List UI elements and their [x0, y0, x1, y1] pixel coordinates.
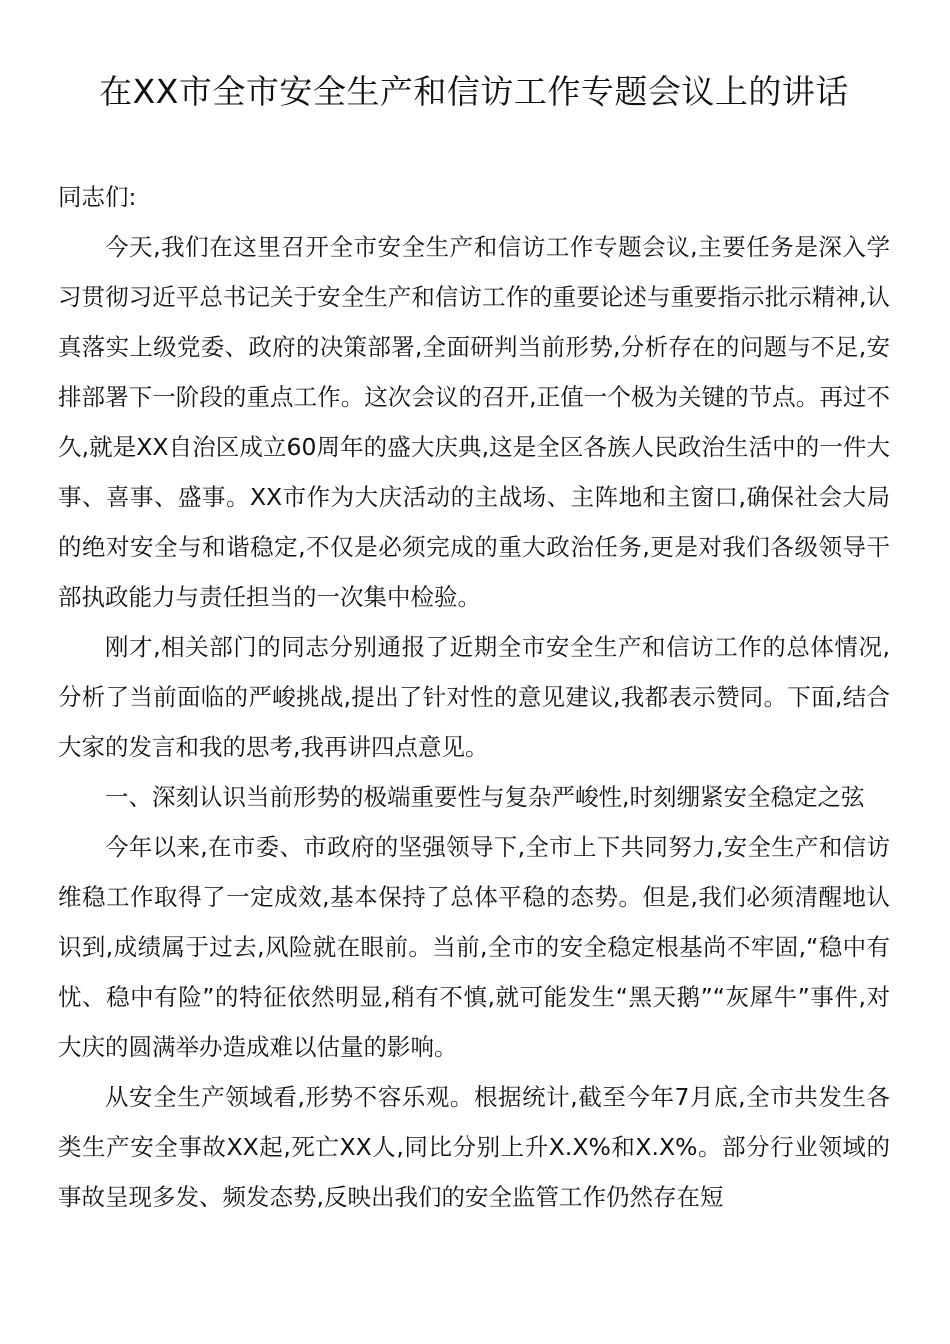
paragraph-summary: 刚才,相关部门的同志分别通报了近期全市安全生产和信访工作的总体情况,分析了当前面临的严峻挑战,提出了针对性的意见建议,我都表示赞同。下面,结合大家的发言和我的思考,我再讲四点意见。 — [58, 633, 890, 761]
paragraph-opening: 今天,我们在这里召开全市安全生产和信访工作专题会议,主要任务是深入学习贯彻习近平总书记关于安全生产和信访工作的重要论述与重要指示批示精神,认真落实上级党委、政府的决策部署,全面研判当前形势,分析存在的问题与不足,安排部署下一阶段的重点工作。这次会议的召开,正值一个极为关键的节点。再过不久,就是XX自治区成立60周年的盛大庆典,这是全区各族人民政治生活中的一件大事、喜事、盛事。XX市作为大庆活动的主战场、主阵地和主窗口,确保社会大局的绝对安全与和谐稳定,不仅是必须完成的重大政治任务,更是对我们各级领导干部执政能力与责任担当的一次集中检验。 — [58, 233, 890, 611]
section-heading-1: 一、深刻认识当前形势的极端重要性与复杂严峻性,时刻绷紧安全稳定之弦 — [105, 783, 865, 811]
paragraph-situation: 今年以来,在市委、市政府的坚强领导下,全市上下共同努力,安全生产和信访维稳工作取得了一定成效,基本保持了总体平稳的态势。但是,我们必须清醒地认识到,成绩属于过去,风险就在眼前。当前,全市的安全稳定根基尚不牢固,“稳中有忧、稳中有险”的特征依然明显,稍有不慎,就可能发生“黑天鹅”“灰犀牛”事件,对大庆的圆满举办造成难以估量的影响。 — [58, 833, 890, 1061]
salutation: 同志们: — [58, 183, 137, 211]
document-title: 在XX市全市安全生产和信访工作专题会议上的讲话 — [99, 72, 849, 111]
paragraph-safety-production: 从安全生产领域看,形势不容乐观。根据统计,截至今年7月底,全市共发生各类生产安全事故XX起,死亡XX人,同比分别上升X.X%和X.X%。部分行业领域的事故呈现多发、频发态势,反映出我们的安全监管工作仍然存在短 — [58, 1083, 890, 1211]
